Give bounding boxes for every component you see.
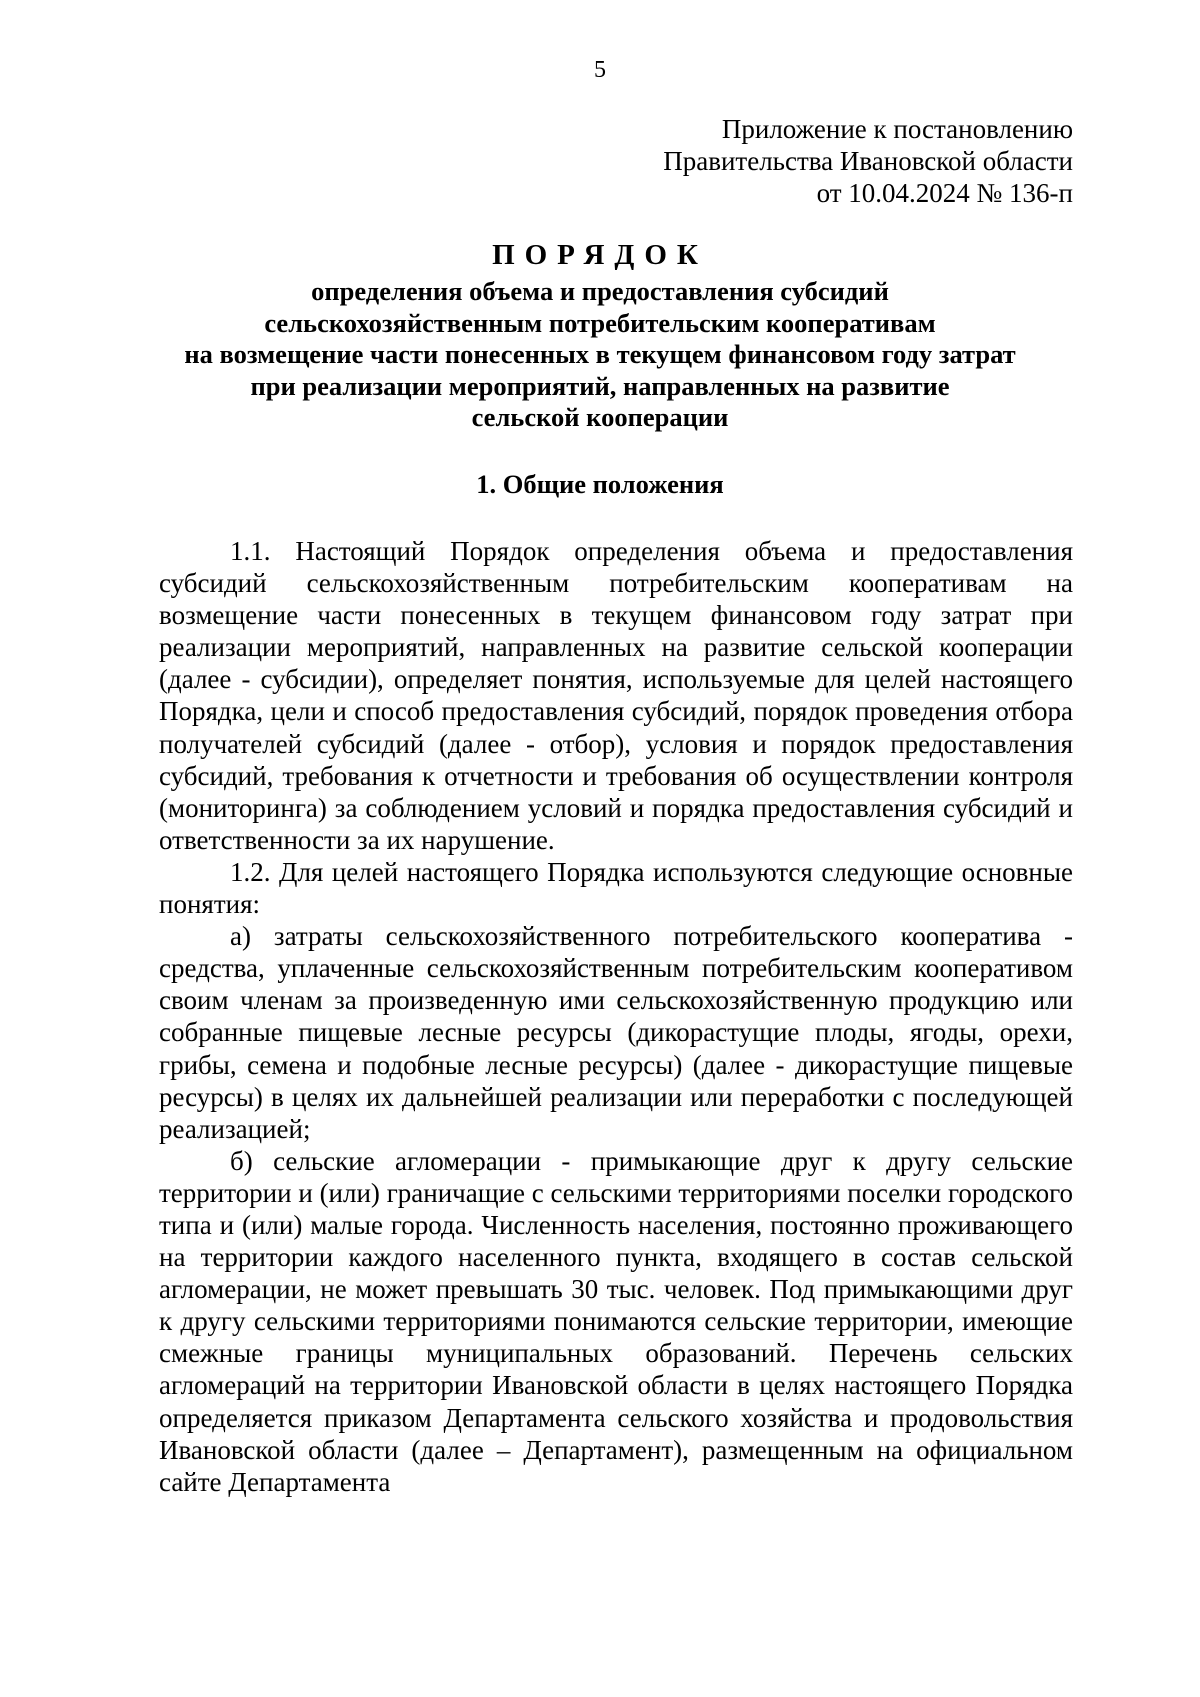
section-heading: 1. Общие положения: [476, 469, 724, 499]
body-text: [159, 535, 1073, 1498]
appendix-line-1: Приложение к постановлению: [721, 114, 1073, 144]
appendix-header: [513, 113, 1073, 209]
paragraph-1-1: 1.1. Настоящий Порядок определения объема и предоставления субсидий сельскохозяйственным потребительским кооперативам на возмещение части понесенных в текущем финансовом году затрат при реализации мероприятий, направленных на развитие сельской кооперации (далее - субсидии), определяет понятия, используемые для целей настоящего Порядка, цели и способ предоставления субсидий, порядок проведения отбора получателей субсидий (далее - отбор), условия и порядок предоставления субсидий, требования к отчетности и требования об осуществлении контроля (мониторинга) за соблюдением условий и порядка предоставления субсидий и ответственности за их нарушение.: [159, 536, 1073, 855]
appendix-line-3: от 10.04.2024 № 136-п: [816, 178, 1073, 208]
subtitle-line-3: на возмещение части понесенных в текущем финансовом году затрат: [184, 339, 1016, 369]
subtitle-line-4: при реализации мероприятий, направленных на развитие: [250, 370, 950, 401]
page-number: 5: [594, 57, 606, 83]
subtitle-line-5: сельской кооперации: [471, 402, 729, 432]
document-subtitle: [100, 276, 1100, 434]
paragraph-b: б) сельские агломерации - примыкающие друг к другу сельские территории и (или) граничащие с сельскими территориями поселки городского типа и (или) малые города. Численность населения, постоянно проживающего на территории каждого населенного пункта, входящего в состав сельской агломерации, не может превышать 30 тыс. человек. Под примыкающими друг к другу сельскими территориями понимаются сельские территории, имеющие смежные границы муниципальных образований. Перечень сельских агломераций на территории Ивановской области в целях настоящего Порядка определяется приказом Департамента сельского хозяйства и продовольствия Ивановской области (далее – Департамент), размещенным на официальном сайте Департамента: [159, 1145, 1073, 1497]
subtitle-line-1: определения объема и предоставления субсидий: [311, 276, 889, 306]
paragraph-a: а) затраты сельскохозяйственного потребительского кооператива - средства, уплаченные сельскохозяйственным потребительским кооперативом своим членам за произведенную ими сельскохозяйственную продукцию или собранные пищевые лесные ресурсы (дикорастущие плоды, ягоды, орехи, грибы, семена и подобные лесные ресурсы) (далее - дикорастущие пищевые ресурсы) в целях их дальнейшей реализации или переработки с последующей реализацией;: [159, 921, 1073, 1144]
document-title: ПОРЯДОК: [492, 239, 708, 271]
appendix-line-2: Правительства Ивановской области: [663, 146, 1073, 176]
paragraph-1-2: 1.2. Для целей настоящего Порядка используются следующие основные понятия:: [159, 856, 1073, 920]
subtitle-line-2: сельскохозяйственным потребительским кооперативам: [264, 307, 936, 338]
